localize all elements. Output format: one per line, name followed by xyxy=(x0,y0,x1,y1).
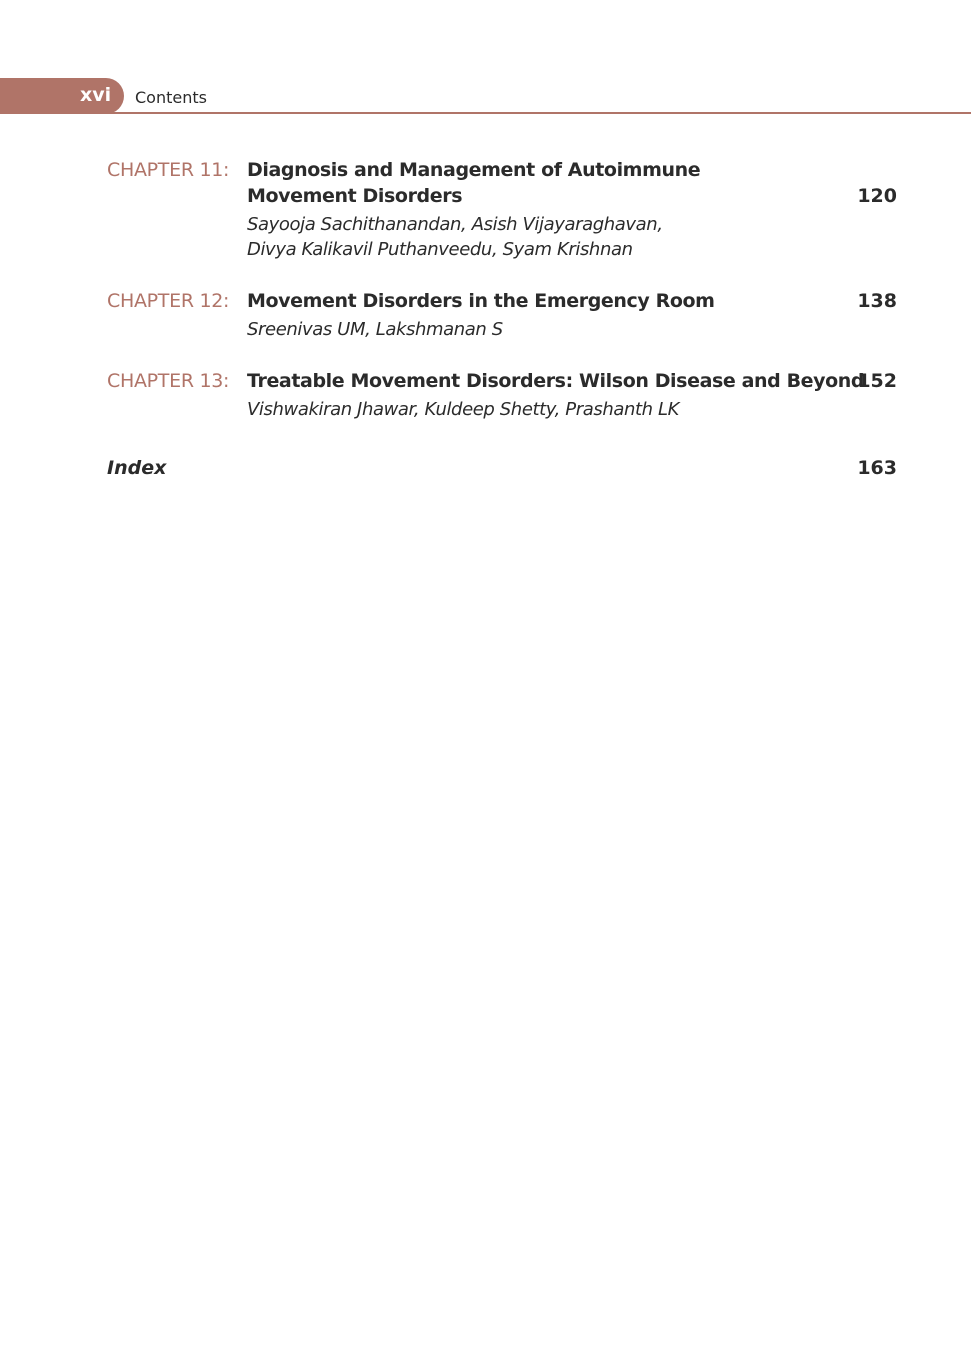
header-divider xyxy=(0,112,971,114)
running-title: Contents xyxy=(135,88,207,107)
chapter-title: Diagnosis and Management of Autoimmune Movement Disorders xyxy=(247,159,701,207)
toc-entry-chapter-12[interactable] xyxy=(107,288,897,368)
toc-entry-chapter-13[interactable] xyxy=(107,368,897,455)
chapter-body xyxy=(247,368,924,455)
table-of-contents xyxy=(107,157,897,481)
chapter-label: CHAPTER 11: xyxy=(107,159,230,181)
index-page-number: 163 xyxy=(857,457,897,479)
chapter-authors: Vishwakiran Jhawar, Kuldeep Shetty, Prashanth LK xyxy=(247,399,680,420)
chapter-label: CHAPTER 13: xyxy=(107,370,230,392)
page-number-tab xyxy=(0,78,124,114)
chapter-label: CHAPTER 12: xyxy=(107,290,230,312)
page-number: xvi xyxy=(80,84,112,106)
chapter-page-number: 138 xyxy=(857,290,897,312)
index-label: Index xyxy=(107,457,167,479)
chapter-page-number: 152 xyxy=(857,370,897,392)
chapter-authors: Sreenivas UM, Lakshmanan S xyxy=(247,319,503,340)
chapter-title: Movement Disorders in the Emergency Room xyxy=(247,290,715,312)
chapter-body xyxy=(247,157,897,288)
running-header xyxy=(0,78,971,114)
toc-entry-index[interactable] xyxy=(107,455,897,481)
chapter-body xyxy=(247,288,897,368)
chapter-page-number: 120 xyxy=(857,185,897,207)
chapter-authors: Sayooja Sachithanandan, Asish Vijayaraghavan, Divya Kalikavil Puthanveedu, Syam Krishnan xyxy=(247,214,663,260)
toc-entry-chapter-11[interactable] xyxy=(107,157,897,288)
chapter-title: Treatable Movement Disorders: Wilson Disease and Beyond xyxy=(247,370,865,392)
